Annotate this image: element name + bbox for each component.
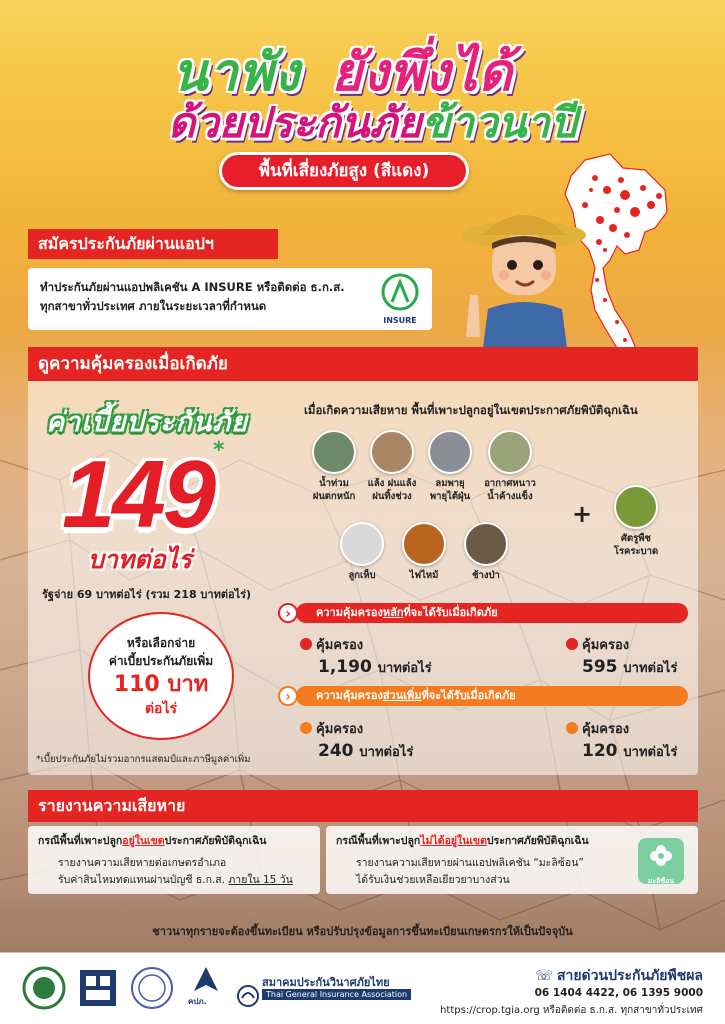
oic-label: คปภ.	[188, 997, 207, 1006]
extra-coverage-pest	[566, 718, 677, 762]
coverage-unit: บาทต่อไร่	[377, 661, 432, 676]
premium-value: 149	[62, 441, 214, 548]
chevron-right-icon: ›	[278, 603, 298, 623]
bar-text-underlined: ส่วนเพิ่ม	[382, 689, 422, 702]
tgia-name-th: สมาคมประกันวินาศภัยไทย	[262, 976, 390, 989]
cold-frost-icon	[488, 430, 532, 474]
title-word-yang-phueng-dai: ยังพึ่งได้	[331, 42, 513, 103]
hazard-label: ลมพายุ	[435, 478, 465, 489]
extra-amount: 110 บาท	[113, 672, 209, 697]
hazard-sublabel: ฝนตกหนัก	[312, 491, 356, 502]
pest-plant-icon	[614, 485, 658, 529]
premium-asterisk: *	[213, 438, 225, 463]
farmer-character-illustration	[452, 205, 592, 355]
apply-info-box	[28, 268, 432, 330]
app-name: A INSURE	[191, 280, 253, 294]
hazard-label: แล้ง ฝนแล้ง	[367, 478, 417, 489]
extra-line-2: ค่าเบี้ยประกันภัยเพิ่ม	[108, 654, 214, 668]
extra-coverage-disaster	[300, 718, 413, 762]
flower-icon	[638, 838, 684, 872]
hotline-website[interactable]: https://crop.tgia.org หรือติดต่อ ธ.ก.ส. ทุกสาขาทั่วประเทศ	[440, 1005, 703, 1016]
poster-title	[150, 28, 577, 147]
chevron-right-icon: ›	[278, 686, 298, 706]
bar-text-pre: ความคุ้มครอง	[316, 606, 383, 619]
coverage-amount: 240	[318, 741, 354, 761]
report-h-pre: กรณีพื้นที่เพาะปลูก	[336, 835, 421, 847]
check-icon	[300, 722, 312, 734]
drought-icon	[370, 430, 414, 474]
elephant-icon	[464, 522, 508, 566]
title-word-na-phang: นาพัง	[172, 42, 301, 103]
disaster-condition-heading: เมื่อเกิดความเสียหาย พื้นที่เพาะปลูกอยู่ในเขตประกาศภัยพิบัติฉุกเฉิน	[304, 403, 638, 417]
check-icon	[300, 638, 312, 650]
moac-seal-icon	[22, 961, 66, 1015]
report-h-highlight: อยู่ในเขต	[122, 835, 165, 847]
check-icon	[566, 638, 578, 650]
hazard-label: ลูกเห็บ	[348, 570, 376, 581]
title-line-2	[168, 90, 577, 156]
apply-line-2: ทุกสาขาทั่วประเทศ ภายในระยะเวลาที่กำหนด	[40, 299, 267, 313]
coverage-amount: 120	[582, 741, 618, 761]
coverage-unit: บาทต่อไร่	[623, 661, 678, 676]
coverage-label: คุ้มครอง	[582, 638, 630, 653]
coverage-section-header: ดูความคุ้มครองเมื่อเกิดภัย	[28, 347, 698, 381]
hazard-pest-disease	[596, 485, 676, 558]
bar-text-post: ที่จะได้รับเมื่อเกิดภัย	[421, 689, 516, 702]
fire-icon	[402, 522, 446, 566]
hotline-title-text: สายด่วนประกันภัยพืชผล	[556, 968, 703, 984]
report-in-zone-box	[28, 826, 320, 894]
hazard-sublabel: พายุไต้ฝุ่น	[429, 491, 471, 502]
apply-line-1	[40, 278, 420, 297]
footer	[0, 953, 725, 1024]
report-body-2-pre: รับค่าสินไหมทดแทนผ่านบัญชี ธ.ก.ส.	[58, 874, 229, 886]
title-word-duay-prakan: ด้วยประกันภัย	[168, 98, 422, 147]
baac-logo-icon	[76, 961, 120, 1015]
main-coverage-pest	[566, 634, 677, 678]
tgia-logo-icon	[236, 969, 260, 1023]
hazard-sublabel: โรคระบาด	[613, 546, 659, 557]
insure-logo-text: INSURE	[383, 316, 417, 325]
extra-unit: ต่อไร่	[144, 701, 178, 717]
premium-title: ค่าเบี้ยประกันภัย	[46, 407, 248, 438]
report-body-1: รายงานความเสียหายต่อเกษตรอำเภอ	[58, 857, 227, 869]
government-subsidy-text: รัฐจ่าย 69 บาทต่อไร่ (รวม 218 บาทต่อไร่)	[42, 588, 252, 601]
hazard-label: อากาศหนาว	[484, 478, 536, 489]
apply-line-1-post: หรือติดต่อ ธ.ก.ส.	[252, 280, 345, 294]
flood-icon	[312, 430, 356, 474]
premium-unit: บาทต่อไร่	[88, 545, 192, 574]
extra-coverage-bar	[296, 686, 688, 706]
coverage-unit: บาทต่อไร่	[359, 745, 414, 760]
hazard-wild-elephant	[446, 522, 526, 582]
coverage-unit: บาทต่อไร่	[623, 745, 678, 760]
a-insure-logo	[378, 272, 422, 326]
apply-line-1-pre: ทำประกันภัยผ่านแอปพลิเคชัน	[40, 280, 192, 294]
coverage-label: คุ้มครอง	[316, 638, 364, 653]
bar-text-post: ที่จะได้รับเมื่อเกิดภัย	[403, 606, 498, 619]
hail-icon	[340, 522, 384, 566]
report-body-1: รายงานความเสียหายผ่านแอปพลิเคชัน “มะลิซ้อน”	[356, 857, 584, 869]
report-h-post: ประกาศภัยพิบัติฉุกเฉิน	[164, 835, 267, 847]
main-coverage-disaster	[300, 634, 432, 678]
hotline-title	[535, 965, 703, 987]
report-h-pre: กรณีพื้นที่เพาะปลูก	[38, 835, 123, 847]
main-coverage-bar	[296, 603, 688, 623]
apply-section-header: สมัครประกันภัยผ่านแอปฯ	[28, 229, 278, 259]
hotline-numbers: 06 1404 4422, 06 1395 9000	[534, 987, 703, 999]
bar-text-pre: ความคุ้มครอง	[316, 689, 383, 702]
malison-app-logo	[638, 838, 684, 884]
malison-label: มะลิซ้อน	[647, 877, 675, 885]
coverage-amount: 1,190	[318, 657, 372, 677]
coverage-label: คุ้มครอง	[582, 722, 630, 737]
storm-icon	[428, 430, 472, 474]
coverage-label: คุ้มครอง	[316, 722, 364, 737]
report-section-header: รายงานความเสียหาย	[28, 790, 698, 822]
title-word-khao-na-pi: ข้าวนาปี	[421, 98, 577, 147]
hazard-sublabel: ฝนทิ้งช่วง	[372, 491, 412, 502]
tgia-name-en: Thai General Insurance Association	[262, 989, 411, 1000]
hazard-cold	[470, 430, 550, 503]
phone-icon: ☏	[535, 968, 553, 984]
hazard-label: น้ำท่วม	[319, 478, 349, 489]
ministry-seal-icon	[130, 961, 174, 1015]
report-h-post: ประกาศภัยพิบัติฉุกเฉิน	[486, 835, 589, 847]
hazard-label: ศัตรูพืช	[620, 533, 651, 544]
plus-sign: +	[572, 500, 593, 528]
check-icon	[566, 722, 578, 734]
premium-footnote: *เบี้ยประกันภัยไม่รวมอากรแสตมป์และภาษีมูลค่าเพิ่ม	[36, 754, 251, 765]
coverage-amount: 595	[582, 657, 618, 677]
report-body-2: ได้รับเงินช่วยเหลือเยียวยาบางส่วน	[356, 874, 510, 886]
a-insure-icon	[378, 272, 422, 312]
optional-extra-premium-circle	[88, 612, 234, 740]
hazard-sublabel: น้ำค้างแข็ง	[487, 491, 533, 502]
bar-text-underlined: หลัก	[382, 606, 404, 619]
report-body-2-deadline: ภายใน 15 วัน	[228, 874, 293, 886]
hazard-label: ช้างป่า	[472, 570, 500, 581]
risk-zone-badge: พื้นที่เสี่ยงภัยสูง (สีแดง)	[219, 152, 469, 190]
registration-note: ชาวนาทุกรายจะต้องขึ้นทะเบียน หรือปรับปรุงข้อมูลการขึ้นทะเบียนเกษตรกรให้เป็นปัจจุบัน	[152, 925, 573, 938]
extra-line-1: หรือเลือกจ่าย	[126, 636, 196, 650]
report-h-highlight: ไม่ได้อยู่ในเขต	[420, 835, 487, 847]
hazard-label: ไฟไหม้	[409, 570, 439, 581]
